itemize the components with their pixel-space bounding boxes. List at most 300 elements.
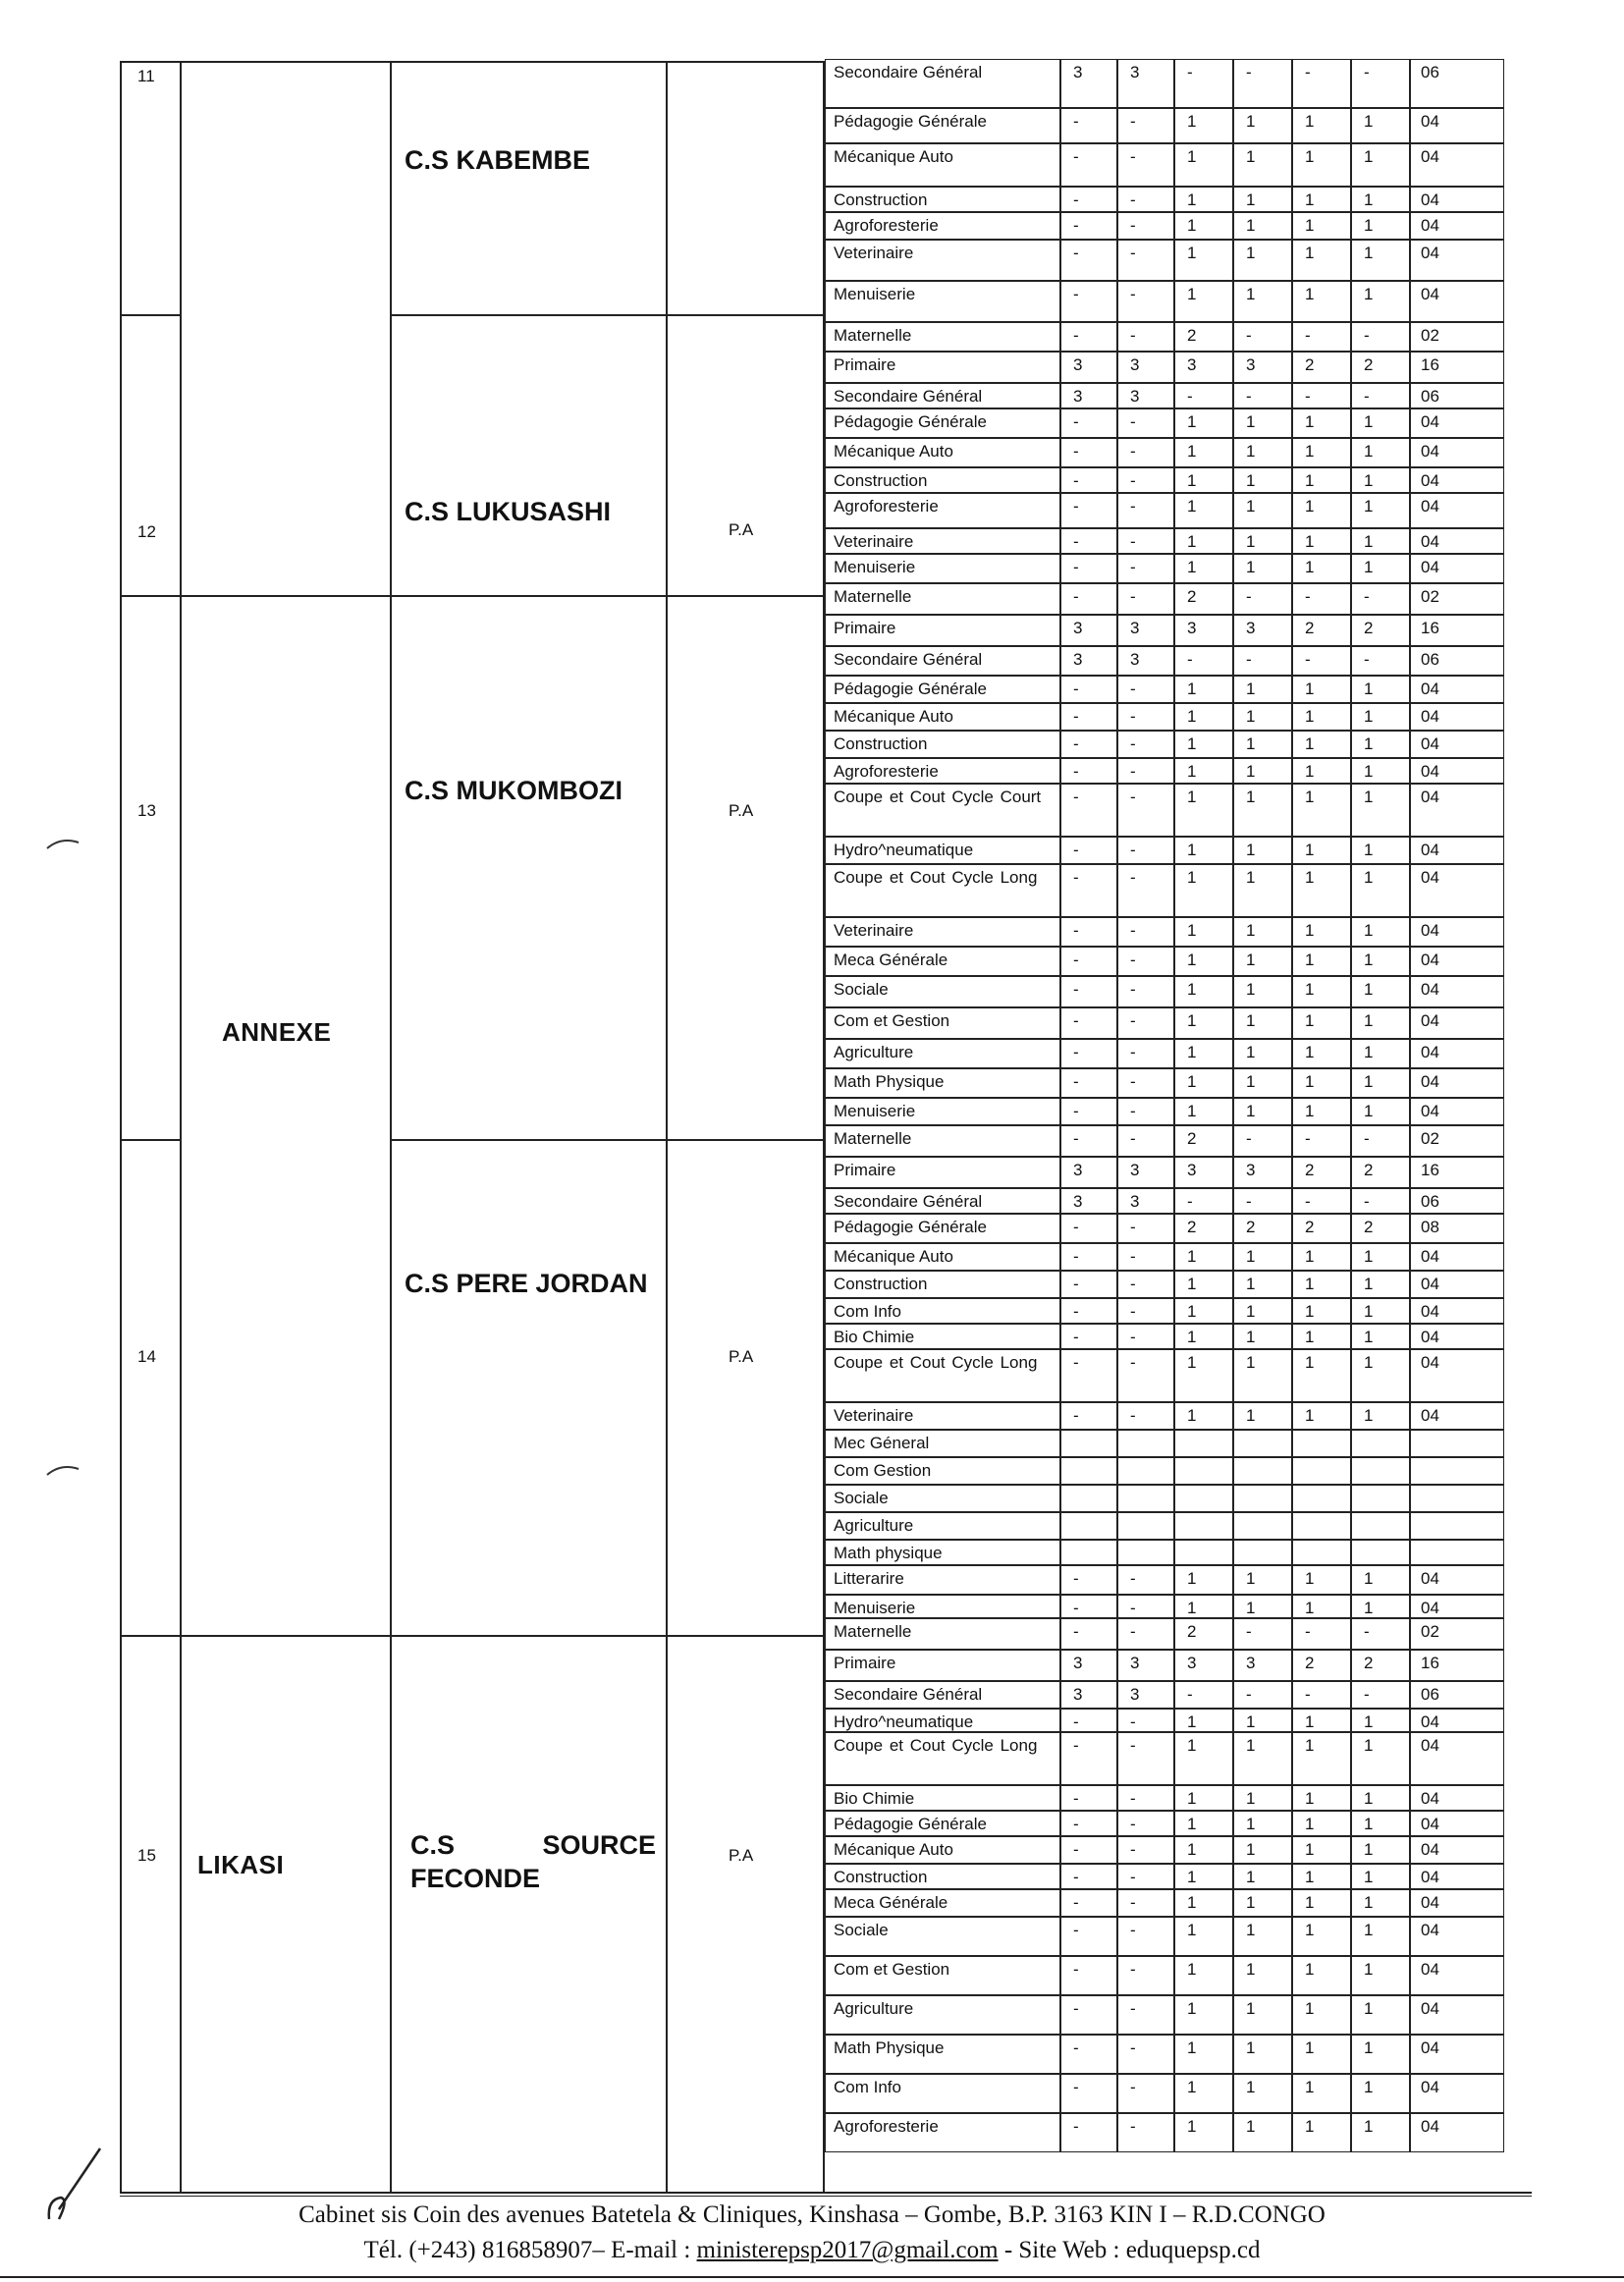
footer-phone: Tél. (+243) 816858907– E-mail : [363, 2237, 697, 2263]
option-name: Menuiserie [825, 281, 1060, 322]
class-count-cell: 1 [1292, 408, 1351, 438]
class-count-cell: 1 [1292, 1864, 1351, 1889]
class-count-cell: 1 [1292, 703, 1351, 731]
class-count-cell: 1 [1292, 1785, 1351, 1811]
option-name: Hydro^neumatique [825, 837, 1060, 864]
option-row [825, 864, 1504, 917]
option-name: Mécanique Auto [825, 1836, 1060, 1864]
class-count-cell: 1 [1174, 1007, 1233, 1039]
option-name: Maternelle [825, 1618, 1060, 1650]
class-count-cell: 1 [1174, 1349, 1233, 1402]
class-count-cell: - [1292, 1188, 1351, 1214]
option-name: Mécanique Auto [825, 438, 1060, 467]
class-count-cell: 1 [1174, 1324, 1233, 1349]
option-row [825, 837, 1504, 864]
class-count-cell: - [1117, 1709, 1174, 1732]
class-count-cell: - [1060, 408, 1117, 438]
class-count-cell: - [1117, 1243, 1174, 1271]
total-cell: 04 [1410, 281, 1504, 322]
border-region-col [390, 61, 392, 2192]
class-count-cell: 1 [1233, 408, 1292, 438]
class-count-cell: - [1117, 583, 1174, 615]
class-count-cell: - [1060, 1889, 1117, 1917]
class-count-cell: 1 [1174, 1565, 1233, 1595]
class-count-cell: 3 [1233, 1157, 1292, 1188]
class-count-cell: 1 [1233, 2074, 1292, 2113]
class-count-cell: 1 [1351, 2035, 1410, 2074]
total-cell: 04 [1410, 528, 1504, 554]
option-row [825, 1836, 1504, 1864]
class-count-cell: - [1117, 703, 1174, 731]
option-row [825, 1512, 1504, 1540]
class-count-cell: 1 [1174, 467, 1233, 493]
class-count-cell: 1 [1174, 1785, 1233, 1811]
total-cell: 02 [1410, 1125, 1504, 1157]
total-cell: 04 [1410, 1595, 1504, 1618]
total-cell: 04 [1410, 240, 1504, 281]
class-count-cell: - [1060, 1271, 1117, 1298]
option-name: Primaire [825, 1157, 1060, 1188]
option-row [825, 1157, 1504, 1188]
total-cell: 04 [1410, 1709, 1504, 1732]
option-name: Coupe et Cout Cycle Long [825, 1732, 1060, 1785]
class-count-cell: 1 [1351, 438, 1410, 467]
class-count-cell: 1 [1233, 1324, 1292, 1349]
class-count-cell: - [1117, 758, 1174, 784]
class-count-cell: - [1117, 2113, 1174, 2152]
class-count-cell [1117, 1512, 1174, 1540]
class-count-cell: - [1060, 1349, 1117, 1402]
option-row [825, 1785, 1504, 1811]
option-row [825, 703, 1504, 731]
class-count-cell: 1 [1174, 837, 1233, 864]
class-count-cell [1292, 1430, 1351, 1457]
class-count-cell: - [1117, 1349, 1174, 1402]
option-row [825, 2074, 1504, 2113]
class-count-cell: 1 [1351, 917, 1410, 947]
option-name: Sociale [825, 1917, 1060, 1956]
class-count-cell: - [1117, 1125, 1174, 1157]
option-name: Primaire [825, 352, 1060, 383]
class-count-cell [1060, 1457, 1117, 1485]
class-count-cell: - [1351, 583, 1410, 615]
class-count-cell: 1 [1174, 281, 1233, 322]
option-name: Coupe et Cout Cycle Long [825, 864, 1060, 917]
class-count-cell: - [1117, 408, 1174, 438]
class-count-cell: 3 [1117, 59, 1174, 108]
class-count-cell: 1 [1351, 1324, 1410, 1349]
class-count-cell: - [1292, 1618, 1351, 1650]
class-count-cell: 3 [1060, 1157, 1117, 1188]
total-cell: 04 [1410, 2035, 1504, 2074]
class-count-cell: 1 [1351, 1298, 1410, 1324]
class-count-cell: 1 [1233, 281, 1292, 322]
option-name: Agroforesterie [825, 758, 1060, 784]
class-count-cell: - [1060, 676, 1117, 703]
class-count-cell [1060, 1512, 1117, 1540]
class-count-cell: 1 [1292, 1836, 1351, 1864]
total-cell: 16 [1410, 1650, 1504, 1681]
total-cell: 04 [1410, 1324, 1504, 1349]
class-count-cell: 3 [1060, 59, 1117, 108]
class-count-cell: 1 [1351, 1068, 1410, 1098]
class-count-cell: 1 [1233, 1595, 1292, 1618]
class-count-cell: - [1060, 1995, 1117, 2035]
class-count-cell [1351, 1430, 1410, 1457]
class-count-cell: 1 [1174, 1402, 1233, 1430]
option-name: Veterinaire [825, 528, 1060, 554]
class-count-cell: 1 [1292, 1709, 1351, 1732]
class-count-cell: - [1117, 1039, 1174, 1068]
option-name: Secondaire Général [825, 646, 1060, 676]
class-count-cell: 1 [1292, 493, 1351, 528]
option-row [825, 2035, 1504, 2074]
option-row [825, 1811, 1504, 1836]
class-count-cell: - [1060, 212, 1117, 240]
option-row [825, 1595, 1504, 1618]
class-count-cell: - [1060, 1836, 1117, 1864]
class-count-cell: - [1117, 1068, 1174, 1098]
class-count-cell: 1 [1292, 212, 1351, 240]
class-count-cell: - [1292, 1681, 1351, 1709]
option-name: Maternelle [825, 1125, 1060, 1157]
class-count-cell: 1 [1292, 864, 1351, 917]
class-count-cell: 2 [1233, 1214, 1292, 1243]
class-count-cell: - [1060, 917, 1117, 947]
class-count-cell: 1 [1233, 240, 1292, 281]
class-count-cell: 1 [1233, 1007, 1292, 1039]
class-count-cell: - [1351, 1618, 1410, 1650]
class-count-cell: 1 [1233, 554, 1292, 583]
class-count-cell: - [1117, 1565, 1174, 1595]
class-count-cell: 2 [1292, 352, 1351, 383]
option-row [825, 947, 1504, 976]
option-row [825, 676, 1504, 703]
total-cell: 04 [1410, 703, 1504, 731]
class-count-cell: 1 [1174, 187, 1233, 212]
class-count-cell: 1 [1351, 1732, 1410, 1785]
total-cell: 04 [1410, 408, 1504, 438]
option-name: Meca Générale [825, 947, 1060, 976]
option-row [825, 59, 1504, 108]
option-row [825, 554, 1504, 583]
class-count-cell: - [1117, 1595, 1174, 1618]
option-row [825, 731, 1504, 758]
class-count-cell: - [1117, 864, 1174, 917]
class-count-cell: - [1117, 528, 1174, 554]
option-name: Litterarire [825, 1565, 1060, 1595]
class-count-cell: 3 [1233, 352, 1292, 383]
class-count-cell: 1 [1351, 947, 1410, 976]
class-count-cell: 3 [1060, 1650, 1117, 1681]
class-count-cell: - [1117, 1324, 1174, 1349]
class-count-cell: 3 [1060, 615, 1117, 646]
class-count-cell: 1 [1292, 1068, 1351, 1098]
class-count-cell: 1 [1351, 212, 1410, 240]
class-count-cell: 1 [1351, 187, 1410, 212]
margin-mark [43, 1461, 82, 1481]
class-count-cell: 1 [1174, 1068, 1233, 1098]
class-count-cell: 1 [1233, 1271, 1292, 1298]
option-name: Agriculture [825, 1039, 1060, 1068]
class-count-cell: - [1060, 1007, 1117, 1039]
class-count-cell: - [1060, 1324, 1117, 1349]
class-count-cell: - [1060, 1956, 1117, 1995]
class-count-cell: - [1060, 1565, 1117, 1595]
total-cell: 04 [1410, 1889, 1504, 1917]
class-count-cell: 1 [1351, 108, 1410, 143]
class-count-cell: 1 [1233, 1995, 1292, 2035]
class-count-cell: - [1117, 1811, 1174, 1836]
total-cell: 04 [1410, 108, 1504, 143]
class-count-cell: 1 [1351, 1917, 1410, 1956]
class-count-cell: - [1351, 1681, 1410, 1709]
footer-contact [0, 2237, 1624, 2264]
school-name: C.S SOURCE FECONDE [410, 1830, 656, 1893]
class-count-cell: - [1174, 646, 1233, 676]
total-cell: 16 [1410, 615, 1504, 646]
class-count-cell: - [1292, 383, 1351, 408]
class-count-cell: 1 [1233, 212, 1292, 240]
class-count-cell [1351, 1485, 1410, 1512]
option-name: Veterinaire [825, 1402, 1060, 1430]
class-count-cell: 2 [1351, 352, 1410, 383]
class-count-cell: 1 [1292, 554, 1351, 583]
class-count-cell: 1 [1233, 1098, 1292, 1125]
class-count-cell: 1 [1292, 1565, 1351, 1595]
footer-address: Cabinet sis Coin des avenues Batetela & Cliniques, Kinshasa – Gombe, B.P. 3163 KIN I – R.D.CONGO [298, 2201, 1326, 2228]
class-count-cell: 1 [1292, 1039, 1351, 1068]
class-count-cell [1060, 1485, 1117, 1512]
option-name: Hydro^neumatique [825, 1709, 1060, 1732]
option-row [825, 1540, 1504, 1565]
option-row [825, 1098, 1504, 1125]
total-cell: 04 [1410, 212, 1504, 240]
class-count-cell: - [1060, 1214, 1117, 1243]
option-name: Mec Géneral [825, 1430, 1060, 1457]
total-cell: 04 [1410, 467, 1504, 493]
regime-label: P.A [729, 1347, 754, 1366]
class-count-cell: 1 [1233, 1039, 1292, 1068]
option-name: Construction [825, 1271, 1060, 1298]
class-count-cell: 1 [1174, 1039, 1233, 1068]
class-count-cell: - [1060, 467, 1117, 493]
class-count-cell: - [1351, 59, 1410, 108]
class-count-cell: - [1060, 1732, 1117, 1785]
class-count-cell: 2 [1351, 1157, 1410, 1188]
class-count-cell: - [1351, 646, 1410, 676]
class-count-cell: 1 [1351, 731, 1410, 758]
class-count-cell: 1 [1351, 1785, 1410, 1811]
class-count-cell: - [1351, 1125, 1410, 1157]
class-count-cell: - [1060, 2035, 1117, 2074]
class-count-cell: - [1233, 1618, 1292, 1650]
class-count-cell: 3 [1060, 646, 1117, 676]
class-count-cell: - [1233, 383, 1292, 408]
class-count-cell: 1 [1351, 2074, 1410, 2113]
divider-11-12-school [390, 314, 825, 316]
option-row [825, 784, 1504, 837]
class-count-cell: 1 [1351, 1039, 1410, 1068]
total-cell: 04 [1410, 438, 1504, 467]
class-count-cell: 1 [1351, 676, 1410, 703]
total-cell: 06 [1410, 1681, 1504, 1709]
option-name: Construction [825, 467, 1060, 493]
footer-email-link[interactable]: ministerepsp2017@gmail.com [696, 2237, 999, 2263]
class-count-cell: 1 [1174, 1098, 1233, 1125]
signature-mark [39, 2141, 108, 2229]
class-count-cell: 1 [1233, 1785, 1292, 1811]
class-count-cell [1174, 1540, 1233, 1565]
option-row [825, 212, 1504, 240]
class-count-cell: 1 [1174, 1956, 1233, 1995]
class-count-cell: 3 [1117, 646, 1174, 676]
option-row [825, 1430, 1504, 1457]
class-count-cell: 1 [1233, 1836, 1292, 1864]
option-row [825, 1457, 1504, 1485]
class-count-cell: 1 [1233, 1068, 1292, 1098]
option-row [825, 1995, 1504, 2035]
class-count-cell: - [1060, 1243, 1117, 1271]
class-count-cell: 1 [1233, 758, 1292, 784]
class-count-cell: - [1117, 784, 1174, 837]
class-count-cell: 1 [1233, 703, 1292, 731]
option-name: Coupe et Cout Cycle Long [825, 1349, 1060, 1402]
class-count-cell: - [1117, 240, 1174, 281]
class-count-cell: 3 [1060, 1681, 1117, 1709]
class-count-cell: 1 [1292, 837, 1351, 864]
class-count-cell: 1 [1292, 758, 1351, 784]
class-count-cell: - [1060, 1098, 1117, 1125]
option-name: Math Physique [825, 2035, 1060, 2074]
option-row [825, 240, 1504, 281]
class-count-cell: - [1060, 1864, 1117, 1889]
class-count-cell: 2 [1174, 1618, 1233, 1650]
option-name: Math Physique [825, 1068, 1060, 1098]
total-cell: 04 [1410, 1732, 1504, 1785]
class-count-cell: 1 [1174, 438, 1233, 467]
class-count-cell: - [1351, 1188, 1410, 1214]
class-count-cell: - [1060, 758, 1117, 784]
option-row [825, 1243, 1504, 1271]
class-count-cell: 2 [1292, 615, 1351, 646]
class-count-cell: - [1117, 1785, 1174, 1811]
option-name: Menuiserie [825, 1098, 1060, 1125]
class-count-cell: 1 [1233, 1709, 1292, 1732]
class-count-cell [1174, 1457, 1233, 1485]
entry-number: 14 [137, 1347, 156, 1366]
class-count-cell: - [1233, 59, 1292, 108]
class-count-cell: 1 [1351, 1889, 1410, 1917]
class-count-cell: - [1117, 187, 1174, 212]
class-count-cell: 3 [1117, 615, 1174, 646]
option-row [825, 1864, 1504, 1889]
class-count-cell: 1 [1351, 143, 1410, 187]
class-count-cell: 1 [1233, 2113, 1292, 2152]
class-count-cell: 2 [1174, 1125, 1233, 1157]
class-count-cell: - [1060, 528, 1117, 554]
class-count-cell: - [1233, 583, 1292, 615]
total-cell: 04 [1410, 187, 1504, 212]
entry-number: 12 [137, 522, 156, 541]
border-num-col [180, 61, 182, 2192]
total-cell: 04 [1410, 947, 1504, 976]
option-name: Pédagogie Générale [825, 108, 1060, 143]
class-count-cell: 1 [1292, 1324, 1351, 1349]
class-count-cell: - [1117, 1298, 1174, 1324]
regime-label: P.A [729, 801, 754, 820]
class-count-cell: - [1117, 976, 1174, 1007]
border-left [120, 61, 122, 2192]
class-count-cell: - [1117, 554, 1174, 583]
school-name: C.S MUKOMBOZI [405, 776, 623, 805]
option-name: Secondaire Général [825, 1681, 1060, 1709]
class-count-cell: 1 [1233, 1565, 1292, 1595]
total-cell: 04 [1410, 1956, 1504, 1995]
class-count-cell: - [1060, 731, 1117, 758]
class-count-cell: - [1117, 1995, 1174, 2035]
school-name: C.S KABEMBE [405, 145, 591, 175]
option-row [825, 108, 1504, 143]
class-count-cell: - [1060, 240, 1117, 281]
class-count-cell [1233, 1485, 1292, 1512]
class-count-cell [1292, 1512, 1351, 1540]
option-name: Maternelle [825, 583, 1060, 615]
class-count-cell: 1 [1174, 143, 1233, 187]
class-count-cell: 3 [1174, 615, 1233, 646]
total-cell: 04 [1410, 1917, 1504, 1956]
class-count-cell: 1 [1174, 1298, 1233, 1324]
class-count-cell: 1 [1292, 528, 1351, 554]
class-count-cell: - [1117, 493, 1174, 528]
class-count-cell: 1 [1351, 408, 1410, 438]
class-count-cell: - [1117, 2035, 1174, 2074]
class-count-cell: 1 [1351, 1243, 1410, 1271]
class-count-cell: 1 [1174, 1811, 1233, 1836]
option-row [825, 1007, 1504, 1039]
class-count-cell: 1 [1233, 731, 1292, 758]
class-count-cell: - [1117, 1618, 1174, 1650]
option-name: Primaire [825, 1650, 1060, 1681]
option-name: Math physique [825, 1540, 1060, 1565]
class-count-cell: 1 [1292, 1098, 1351, 1125]
class-count-cell: 3 [1117, 1188, 1174, 1214]
class-count-cell: - [1060, 108, 1117, 143]
option-row [825, 1650, 1504, 1681]
class-count-cell: 1 [1292, 2113, 1351, 2152]
class-count-cell: 1 [1233, 1298, 1292, 1324]
divider-13-14-school [390, 1139, 825, 1141]
option-row [825, 408, 1504, 438]
option-row [825, 1324, 1504, 1349]
class-count-cell: 1 [1174, 917, 1233, 947]
class-count-cell: - [1060, 703, 1117, 731]
class-count-cell: 3 [1117, 352, 1174, 383]
option-row [825, 583, 1504, 615]
class-count-cell: - [1060, 976, 1117, 1007]
option-name: Com et Gestion [825, 1956, 1060, 1995]
total-cell: 06 [1410, 1188, 1504, 1214]
class-count-cell: - [1060, 583, 1117, 615]
total-cell [1410, 1457, 1504, 1485]
class-count-cell: 1 [1174, 240, 1233, 281]
class-count-cell: 1 [1174, 108, 1233, 143]
class-count-cell: 1 [1351, 1595, 1410, 1618]
class-count-cell: - [1060, 1298, 1117, 1324]
class-count-cell: 1 [1292, 976, 1351, 1007]
class-count-cell: - [1117, 212, 1174, 240]
class-count-cell: 1 [1233, 493, 1292, 528]
